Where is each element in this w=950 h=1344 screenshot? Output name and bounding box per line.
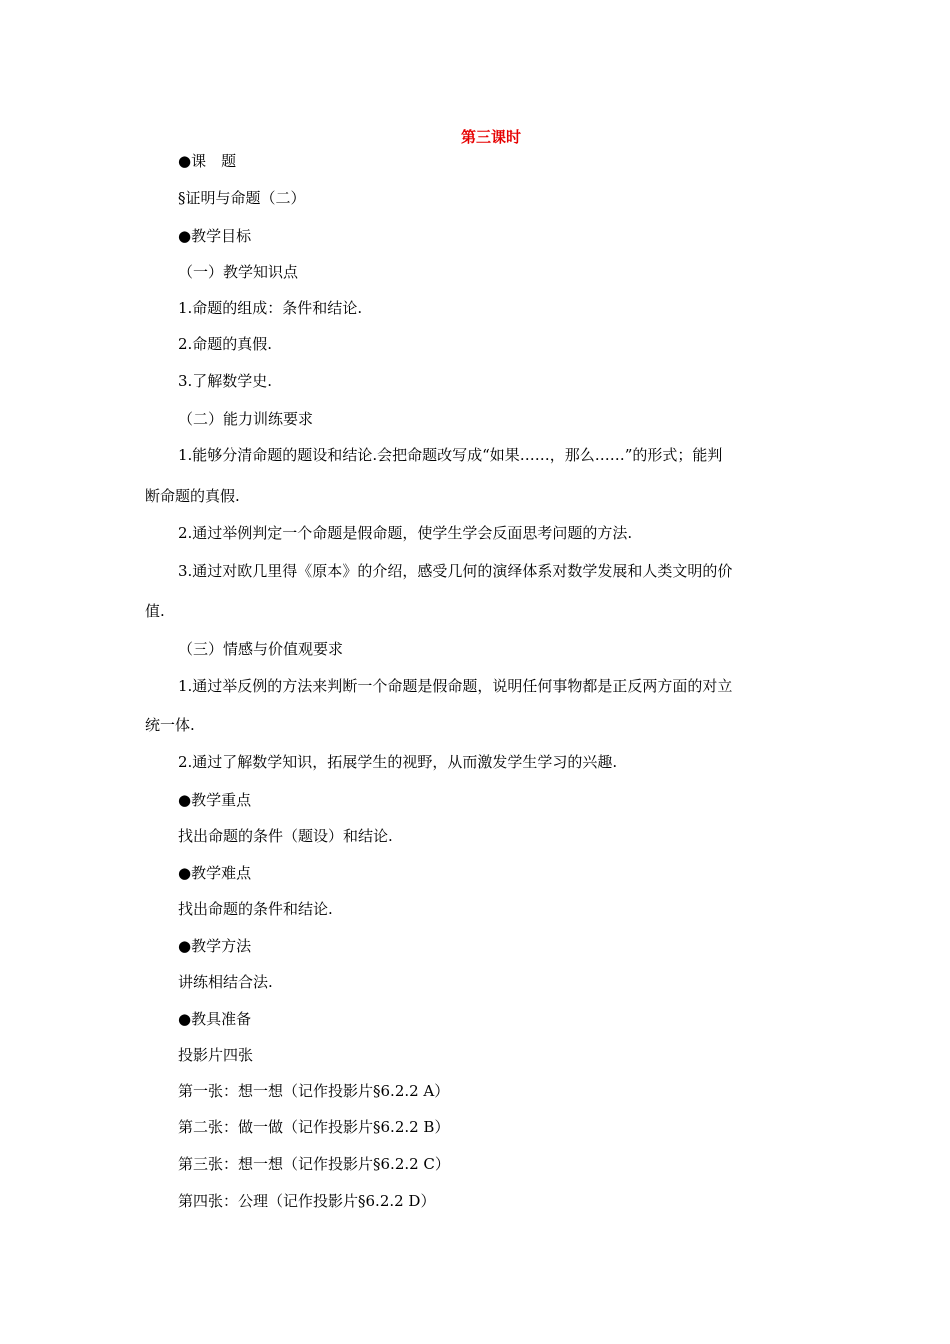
section-heading-materials: ●教具准备 bbox=[178, 1010, 252, 1028]
subheading-ability: （二）能力训练要求 bbox=[178, 410, 314, 428]
slide-item-3: 第三张：想一想（记作投影片§6.2.2 C） bbox=[178, 1155, 450, 1173]
method-text: 讲练相结合法. bbox=[178, 973, 273, 991]
materials-text: 投影片四张 bbox=[178, 1046, 254, 1064]
knowledge-item-2: 2.命题的真假. bbox=[178, 335, 273, 353]
section-heading-goals: ●教学目标 bbox=[178, 227, 252, 245]
values-item-1: 1.通过举反例的方法来判断一个命题是假命题，说明任何事物都是正反两方面的对立 bbox=[178, 677, 733, 695]
subheading-values: （三）情感与价值观要求 bbox=[178, 640, 344, 658]
slide-item-4: 第四张：公理（记作投影片§6.2.2 D） bbox=[178, 1192, 436, 1210]
knowledge-item-3: 3.了解数学史. bbox=[178, 372, 273, 390]
section-heading-topic: ●课 题 bbox=[178, 152, 237, 170]
ability-item-3-cont: 值. bbox=[145, 602, 165, 620]
values-item-1-cont: 统一体. bbox=[145, 716, 195, 734]
section-heading-method: ●教学方法 bbox=[178, 937, 252, 955]
difficulty-text: 找出命题的条件和结论. bbox=[178, 900, 333, 918]
ability-item-2: 2.通过举例判定一个命题是假命题，使学生学会反面思考问题的方法. bbox=[178, 524, 633, 542]
slide-item-1: 第一张：想一想（记作投影片§6.2.2 A） bbox=[178, 1082, 450, 1100]
ability-item-3: 3.通过对欧几里得《原本》的介绍，感受几何的演绎体系对数学发展和人类文明的价 bbox=[178, 562, 733, 580]
subheading-knowledge: （一）教学知识点 bbox=[178, 263, 299, 281]
section-heading-difficulty: ●教学难点 bbox=[178, 864, 252, 882]
slide-item-2: 第二张：做一做（记作投影片§6.2.2 B） bbox=[178, 1118, 450, 1136]
key-point-text: 找出命题的条件（题设）和结论. bbox=[178, 827, 393, 845]
topic-text: §证明与命题（二） bbox=[178, 189, 306, 207]
ability-item-1-cont: 断命题的真假. bbox=[145, 487, 240, 505]
section-heading-key-point: ●教学重点 bbox=[178, 791, 252, 809]
values-item-2: 2.通过了解数学知识，拓展学生的视野，从而激发学生学习的兴趣. bbox=[178, 753, 618, 771]
knowledge-item-1: 1.命题的组成：条件和结论. bbox=[178, 299, 363, 317]
ability-item-1: 1.能够分清命题的题设和结论.会把命题改写成“如果……，那么……”的形式；能判 bbox=[178, 446, 723, 464]
document-title: 第三课时 bbox=[460, 128, 521, 146]
